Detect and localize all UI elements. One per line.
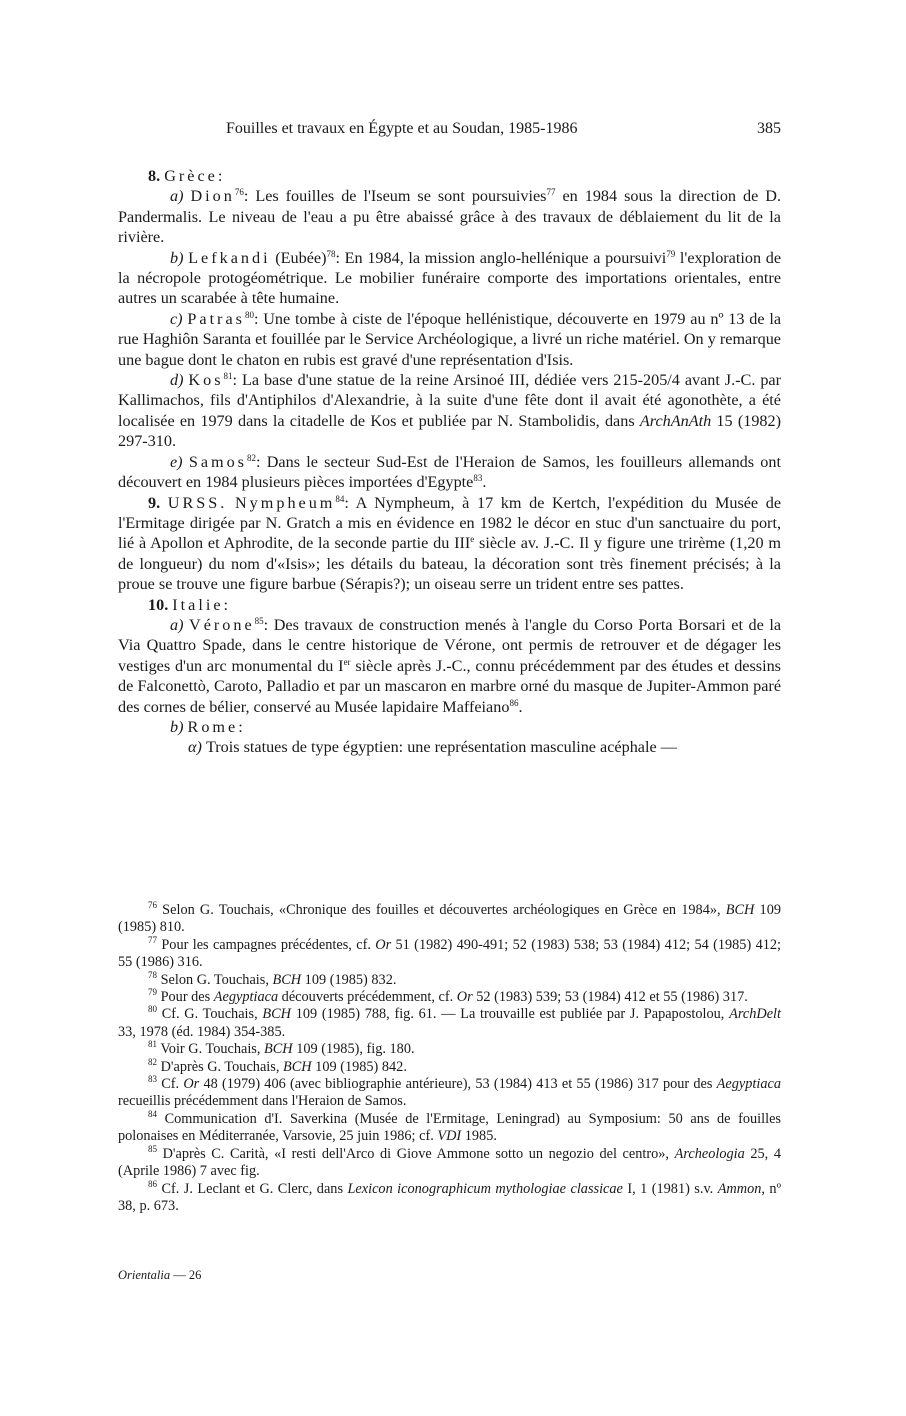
footnote-85: $^{85}$ D'après C. Carità, «I resti dell'Arco di Giove Ammone sotto un negozio del centro», Archeologia 25, 4 (Aprile 1986) 7 avec fig. bbox=[118, 1143, 781, 1180]
footnote-77: $^{77}$ Pour les campagnes précédentes, cf. Or 51 (1982) 490-491; 52 (1983) 538; 53 (1984) 412; 54 (1985) 412; 55 (1986) 316. bbox=[118, 934, 781, 971]
paragraph-dion: a) Dion$^{76}$: Les fouilles de l'Iseum se sont poursuivies$^{77}$ en 1984 sous la direction de D. Pandermalis. Le niveau de l'eau a pu être abaissé grâce à des travaux de déblaiement du lit de la rivière. bbox=[118, 187, 782, 247]
page-number: 385 bbox=[757, 120, 781, 137]
footnote-86: $^{86}$ Cf. J. Leclant et G. Clerc, dans Lexicon iconographicum mythologiae classicae I, 1 (1981) s.v. Ammon, nº 38, p. 673. bbox=[118, 1178, 782, 1214]
main-text bbox=[118, 166, 781, 758]
signature-number: 26 bbox=[188, 1268, 202, 1282]
signature-mark: Orientalia — 26 bbox=[118, 1268, 202, 1282]
running-header bbox=[226, 120, 781, 142]
paragraph-patras: c) Patras$^{80}$: Une tombe à ciste de l'époque hellénistique, découverte en 1979 au nº 13 de la rue Haghiôn Saranta et fouillée par le Service Archéologique, a livré un riche matériel. On y remarque une bague dont le chaton en rubis est gravé d'une représentation d'Isis. bbox=[118, 309, 782, 369]
section-heading-italie: 10. Italie: bbox=[148, 595, 232, 614]
footnote-78: $^{78}$ Selon G. Touchais, BCH 109 (1985) 832. bbox=[148, 969, 397, 988]
paragraph-samos: e) Samos$^{82}$: Dans le secteur Sud-Est de l'Heraion de Samos, les fouilleurs allemands ont découvert en 1984 plusieurs pièces importées d'Egypte$^{83}$. bbox=[118, 452, 781, 492]
footnote-76: $^{76}$ Selon G. Touchais, «Chronique des fouilles et découvertes archéologiques en Grèce en 1984», BCH 109 (1985) 810. bbox=[118, 900, 782, 936]
footnote-84: $^{84}$ Communication d'I. Saverkina (Musée de l'Ermitage, Leningrad) au Symposium: 50 ans de fouilles polonaises en Méditerranée, Varsovie, 25 juin 1986; cf. VDI 1985. bbox=[118, 1108, 781, 1145]
footnote-80: $^{80}$ Cf. G. Touchais, BCH 109 (1985) 788, fig. 61. — La trouvaille est publiée par J. Papapostolou, ArchDelt 33, 1978 (éd. 1984) 354-385. bbox=[118, 1004, 781, 1040]
paragraph-kos: d) Kos$^{81}$: La base d'une statue de la reine Arsinoé III, dédiée vers 215-205/4 avant J.-C. par Kallimachos, fils d'Antiphilos d'Alexandrie, à la suite d'une fête dont il avait été agonothète, a été localisée en 1979 dans la citadelle de Kos et publiée par N. Stambolidis, dans ArchAnAth 15 (1982) 297-310. bbox=[118, 371, 781, 451]
journal-name: Orientalia bbox=[118, 1268, 171, 1282]
paragraph-rome-statues: α) Trois statues de type égyptien: une représentation masculine acéphale — bbox=[188, 738, 677, 757]
paragraph-urss: 9. URSS. Nympheum$^{84}$: A Nympheum, à 17 km de Kertch, l'expédition du Musée de l'Ermitage dirigée par N. Gratch a mis en évidence en 1982 le décor en stuc d'un sanctuaire du port, lié à Apollon et Aphrodite, de la seconde partie du IIIe siècle av. J.-C. Il y figure une trirème (1,20 m de longueur) du nom d'«Isis»; les détails du bateau, la décoration sont très finement précisés; à la proue se trouve une figure barbue (Sérapis?); un oiseau serre un trident entre ses pattes. bbox=[118, 493, 782, 594]
section-heading-greece: 8. Grèce: bbox=[148, 167, 226, 185]
paragraph-lefkandi: b) Lefkandi (Eubée)$^{78}$: En 1984, la mission anglo-hellénique a poursuivi$^{79}$ l'exploration de la nécropole protogéométrique. Le mobilier funéraire comporte des importations orientales, entre autres un scarabée à tête humaine. bbox=[118, 248, 781, 308]
paragraph-verone: a) Vérone$^{85}$: Des travaux de construction menés à l'angle du Corso Porta Borsari et de la Via Quattro Spade, dans le centre historique de Vérone, ont permis de retrouver et de dégager les vestiges d'un arc monumental du Ier siècle après J.-C., connu précédemment par des études et dessins de Falconettò, Caroto, Palladio et par un mascaron en marbre orné du masque de Jupiter-Ammon paré des cornes de bélier, conservé au Musée lapidaire Maffeiano$^{86}$. bbox=[118, 615, 781, 716]
footnote-79: $^{79}$ Pour des Aegyptiaca découverts précédemment, cf. Or 52 (1983) 539; 53 (1984) 412 et 55 (1986) 317. bbox=[148, 987, 748, 1006]
footnote-82: $^{82}$ D'après G. Touchais, BCH 109 (1985) 842. bbox=[148, 1056, 407, 1075]
footnote-83: $^{83}$ Cf. Or 48 (1979) 406 (avec bibliographie antérieure), 53 (1984) 413 et 55 (1986) 317 pour des Aegyptiaca recueillis précédemment dans l'Heraion de Samos. bbox=[118, 1074, 781, 1110]
footnote-81: $^{81}$ Voir G. Touchais, BCH 109 (1985), fig. 180. bbox=[148, 1039, 415, 1058]
subheading-rome: b) Rome: bbox=[170, 717, 246, 736]
running-title: Fouilles et travaux en Égypte et au Soudan, 1985-1986 bbox=[226, 120, 578, 137]
footnotes bbox=[118, 902, 781, 1215]
